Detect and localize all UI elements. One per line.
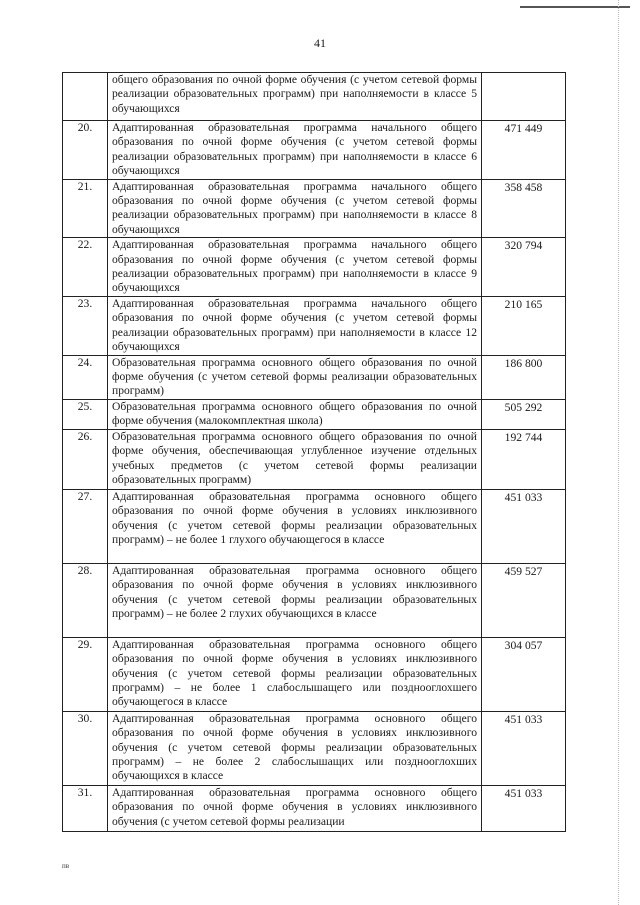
- row-number: 30.: [63, 711, 108, 785]
- table-row: [63, 785, 566, 831]
- row-description: общего образования по очной форме обучения (с учетом сетевой формы реализации образовательных программ) при наполняемости в классе 5 обучающихся: [108, 73, 482, 121]
- row-value: 186 800: [482, 355, 566, 399]
- row-value: 358 458: [482, 179, 566, 238]
- row-value: 320 794: [482, 238, 566, 297]
- row-description: Адаптированная образовательная программа основного общего образования по очной форме обучения в условиях инклюзивного обучения (с учетом сетевой формы реализации образовательных программ) – не более 1 слабослышащего или позднооглохшего обучающегося в классе: [108, 637, 482, 711]
- row-value: 471 449: [482, 121, 566, 180]
- row-description: Адаптированная образовательная программа основного общего образования по очной форме обучения в условиях инклюзивного обучения (с учетом сетевой формы реализации образовательных программ) – не более 2 слабослышащих или позднооглохших обучающихся в классе: [108, 711, 482, 785]
- row-description: Адаптированная образовательная программа начального общего образования по очной форме обучения (с учетом сетевой формы реализации образовательных программ) при наполняемости в классе 8 обучающихся: [108, 179, 482, 238]
- table-row: [63, 489, 566, 563]
- row-value: 210 165: [482, 296, 566, 355]
- row-value: 505 292: [482, 399, 566, 429]
- page-number: 41: [314, 36, 326, 50]
- table-row: [63, 238, 566, 297]
- row-number: [63, 73, 108, 121]
- row-value: 304 057: [482, 637, 566, 711]
- row-value: [482, 73, 566, 121]
- scan-margin-line: [618, 0, 620, 905]
- table-row: [63, 355, 566, 399]
- table-row: [63, 73, 566, 121]
- row-number: 27.: [63, 489, 108, 563]
- table-row: [63, 296, 566, 355]
- row-description: Образовательная программа основного общего образования по очной форме обучения, обеспечивающая углубленное изучение отдельных учебных предметов (с учетом сетевой формы реализации образовательных программ): [108, 429, 482, 489]
- row-number: 26.: [63, 429, 108, 489]
- row-value: 451 033: [482, 785, 566, 831]
- row-number: 25.: [63, 399, 108, 429]
- table-row: [63, 429, 566, 489]
- row-description: Адаптированная образовательная программа начального общего образования по очной форме обучения (с учетом сетевой формы реализации образовательных программ) при наполняемости в классе 12 обучающихся: [108, 296, 482, 355]
- table-row: [63, 399, 566, 429]
- scan-edge-mark: [520, 6, 630, 8]
- row-number: 21.: [63, 179, 108, 238]
- row-number: 31.: [63, 785, 108, 831]
- table-row: [63, 711, 566, 785]
- row-description: Адаптированная образовательная программа начального общего образования по очной форме обучения (с учетом сетевой формы реализации образовательных программ) при наполняемости в классе 6 обучающихся: [108, 121, 482, 180]
- row-number: 20.: [63, 121, 108, 180]
- table-row: [63, 121, 566, 180]
- footer-mark: пв: [62, 862, 70, 870]
- row-description: Образовательная программа основного общего образования по очной форме обучения (малокомплектная школа): [108, 399, 482, 429]
- tariff-table: [62, 72, 566, 832]
- table-row: [63, 563, 566, 637]
- row-description: Адаптированная образовательная программа основного общего образования по очной форме обучения в условиях инклюзивного обучения (с учетом сетевой формы реализации образовательных программ) – не более 1 глухого обучающегося в классе: [108, 489, 482, 563]
- table-row: [63, 637, 566, 711]
- row-value: 451 033: [482, 711, 566, 785]
- row-number: 23.: [63, 296, 108, 355]
- row-number: 29.: [63, 637, 108, 711]
- row-number: 24.: [63, 355, 108, 399]
- row-description: Образовательная программа основного общего образования по очной форме обучения (с учетом сетевой формы реализации образовательных программ): [108, 355, 482, 399]
- row-number: 28.: [63, 563, 108, 637]
- row-value: 451 033: [482, 489, 566, 563]
- row-description: Адаптированная образовательная программа начального общего образования по очной форме обучения (с учетом сетевой формы реализации образовательных программ) при наполняемости в классе 9 обучающихся: [108, 238, 482, 297]
- row-value: 192 744: [482, 429, 566, 489]
- row-description: Адаптированная образовательная программа основного общего образования по очной форме обучения в условиях инклюзивного обучения (с учетом сетевой формы реализации: [108, 785, 482, 831]
- row-value: 459 527: [482, 563, 566, 637]
- table-row: [63, 179, 566, 238]
- row-number: 22.: [63, 238, 108, 297]
- row-description: Адаптированная образовательная программа основного общего образования по очной форме обучения в условиях инклюзивного обучения (с учетом сетевой формы реализации образовательных программ) – не более 2 глухих обучающихся в классе: [108, 563, 482, 637]
